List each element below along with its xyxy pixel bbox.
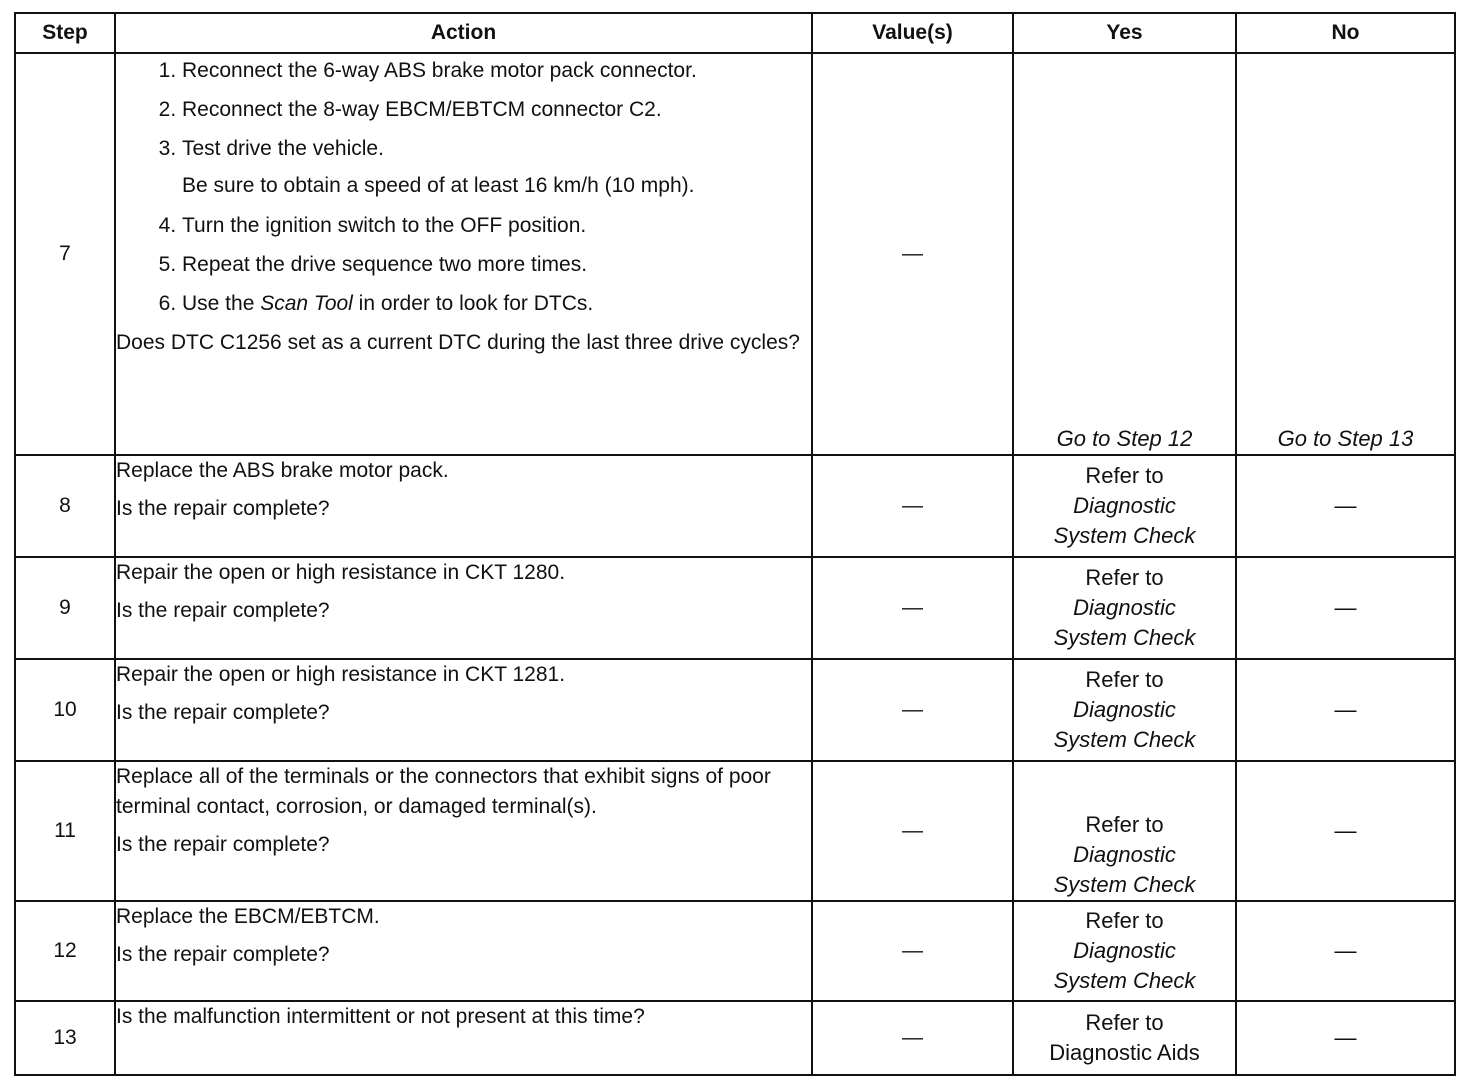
step-question: Does DTC C1256 set as a current DTC during the last three drive cycles? [116,331,800,354]
procedure-list-continued [116,211,811,319]
yes-action [1013,455,1236,557]
action-cell [115,53,812,455]
system-check-text: System Check [1053,968,1196,993]
action-text: Is the malfunction intermittent or not present at this time? [116,1005,645,1028]
procedure-item: 2. Reconnect the 8-way EBCM/EBTCM connector C2. [182,95,811,125]
no-action: — [1236,1001,1455,1075]
step-question: Is the repair complete? [116,833,330,856]
table-row-step-8 [15,455,1455,557]
procedure-item: 5. Repeat the drive sequence two more times. [182,250,811,280]
value-cell: — [812,659,1013,761]
value-cell: — [812,557,1013,659]
procedure-note: Be sure to obtain a speed of at least 16 km/h (10 mph). [182,174,695,197]
header-step: Step [15,13,115,53]
no-action: Go to Step 13 [1236,53,1455,455]
step-question: Is the repair complete? [116,599,330,622]
no-action: — [1236,455,1455,557]
action-cell [115,659,812,761]
table-row-step-7 [15,53,1455,455]
refer-to-text: Refer to [1085,667,1164,692]
action-cell [115,901,812,1001]
action-cell [115,455,812,557]
action-text: Replace the ABS brake motor pack. [116,459,449,482]
action-cell [115,761,812,901]
system-check-text: System Check [1053,523,1196,548]
header-row [15,13,1455,53]
header-no: No [1236,13,1455,53]
step-number: 12 [15,901,115,1001]
action-text: Replace the EBCM/EBTCM. [116,905,380,928]
yes-action [1013,1001,1236,1075]
step-question: Is the repair complete? [116,943,330,966]
table-row-step-10 [15,659,1455,761]
refer-to-text: Refer to [1085,463,1164,488]
diagnostic-text: Diagnostic [1073,842,1176,867]
procedure-list [116,56,811,164]
action-text: Replace all of the terminals or the connectors that exhibit signs of poor terminal contact, corrosion, or damaged terminal(s). [116,765,771,818]
step-number: 7 [15,53,115,455]
action-text: Repair the open or high resistance in CKT 1280. [116,561,566,584]
action-text: Repair the open or high resistance in CKT 1281. [116,663,566,686]
step-question: Is the repair complete? [116,701,330,724]
header-values: Value(s) [812,13,1013,53]
procedure-item: 4. Turn the ignition switch to the OFF position. [182,211,811,241]
value-cell: — [812,1001,1013,1075]
step-number: 10 [15,659,115,761]
value-cell: — [812,53,1013,455]
value-cell: — [812,901,1013,1001]
step-number: 8 [15,455,115,557]
header-yes: Yes [1013,13,1236,53]
refer-to-text: Refer to [1085,908,1164,933]
action-cell [115,1001,812,1075]
no-action: — [1236,901,1455,1001]
procedure-item: 3. Test drive the vehicle. [182,134,811,164]
table-row-step-13 [15,1001,1455,1075]
no-action: — [1236,557,1455,659]
no-action: — [1236,659,1455,761]
refer-to-text: Refer to [1085,565,1164,590]
header-action: Action [115,13,812,53]
procedure-item [182,289,811,319]
value-cell: — [812,761,1013,901]
scan-tool-term: Scan Tool [260,292,353,315]
yes-action [1013,761,1236,901]
procedure-text: Use the [182,292,261,315]
table-row-step-11 [15,761,1455,901]
refer-to-text: Refer to [1085,812,1164,837]
step-number: 9 [15,557,115,659]
diagnostic-text: Diagnostic [1073,595,1176,620]
diagnostic-text: Diagnostic [1073,697,1176,722]
procedure-item: 1. Reconnect the 6-way ABS brake motor pack connector. [182,56,811,86]
system-check-text: System Check [1053,625,1196,650]
value-cell: — [812,455,1013,557]
diagnostic-table [14,12,1456,1076]
diagnostic-aids-text: Diagnostic Aids [1049,1040,1200,1065]
system-check-text: System Check [1053,727,1196,752]
yes-action [1013,901,1236,1001]
procedure-text: in order to look for DTCs. [352,292,594,315]
yes-action [1013,659,1236,761]
action-cell [115,557,812,659]
diagnostic-text: Diagnostic [1073,938,1176,963]
system-check-text: System Check [1053,872,1196,897]
step-question: Is the repair complete? [116,497,330,520]
no-action: — [1236,761,1455,901]
step-number: 11 [15,761,115,901]
table-row-step-12 [15,901,1455,1001]
step-number: 13 [15,1001,115,1075]
refer-to-text: Refer to [1085,1010,1164,1035]
yes-action [1013,557,1236,659]
diagnostic-text: Diagnostic [1073,493,1176,518]
yes-action: Go to Step 12 [1013,53,1236,455]
table-row-step-9 [15,557,1455,659]
